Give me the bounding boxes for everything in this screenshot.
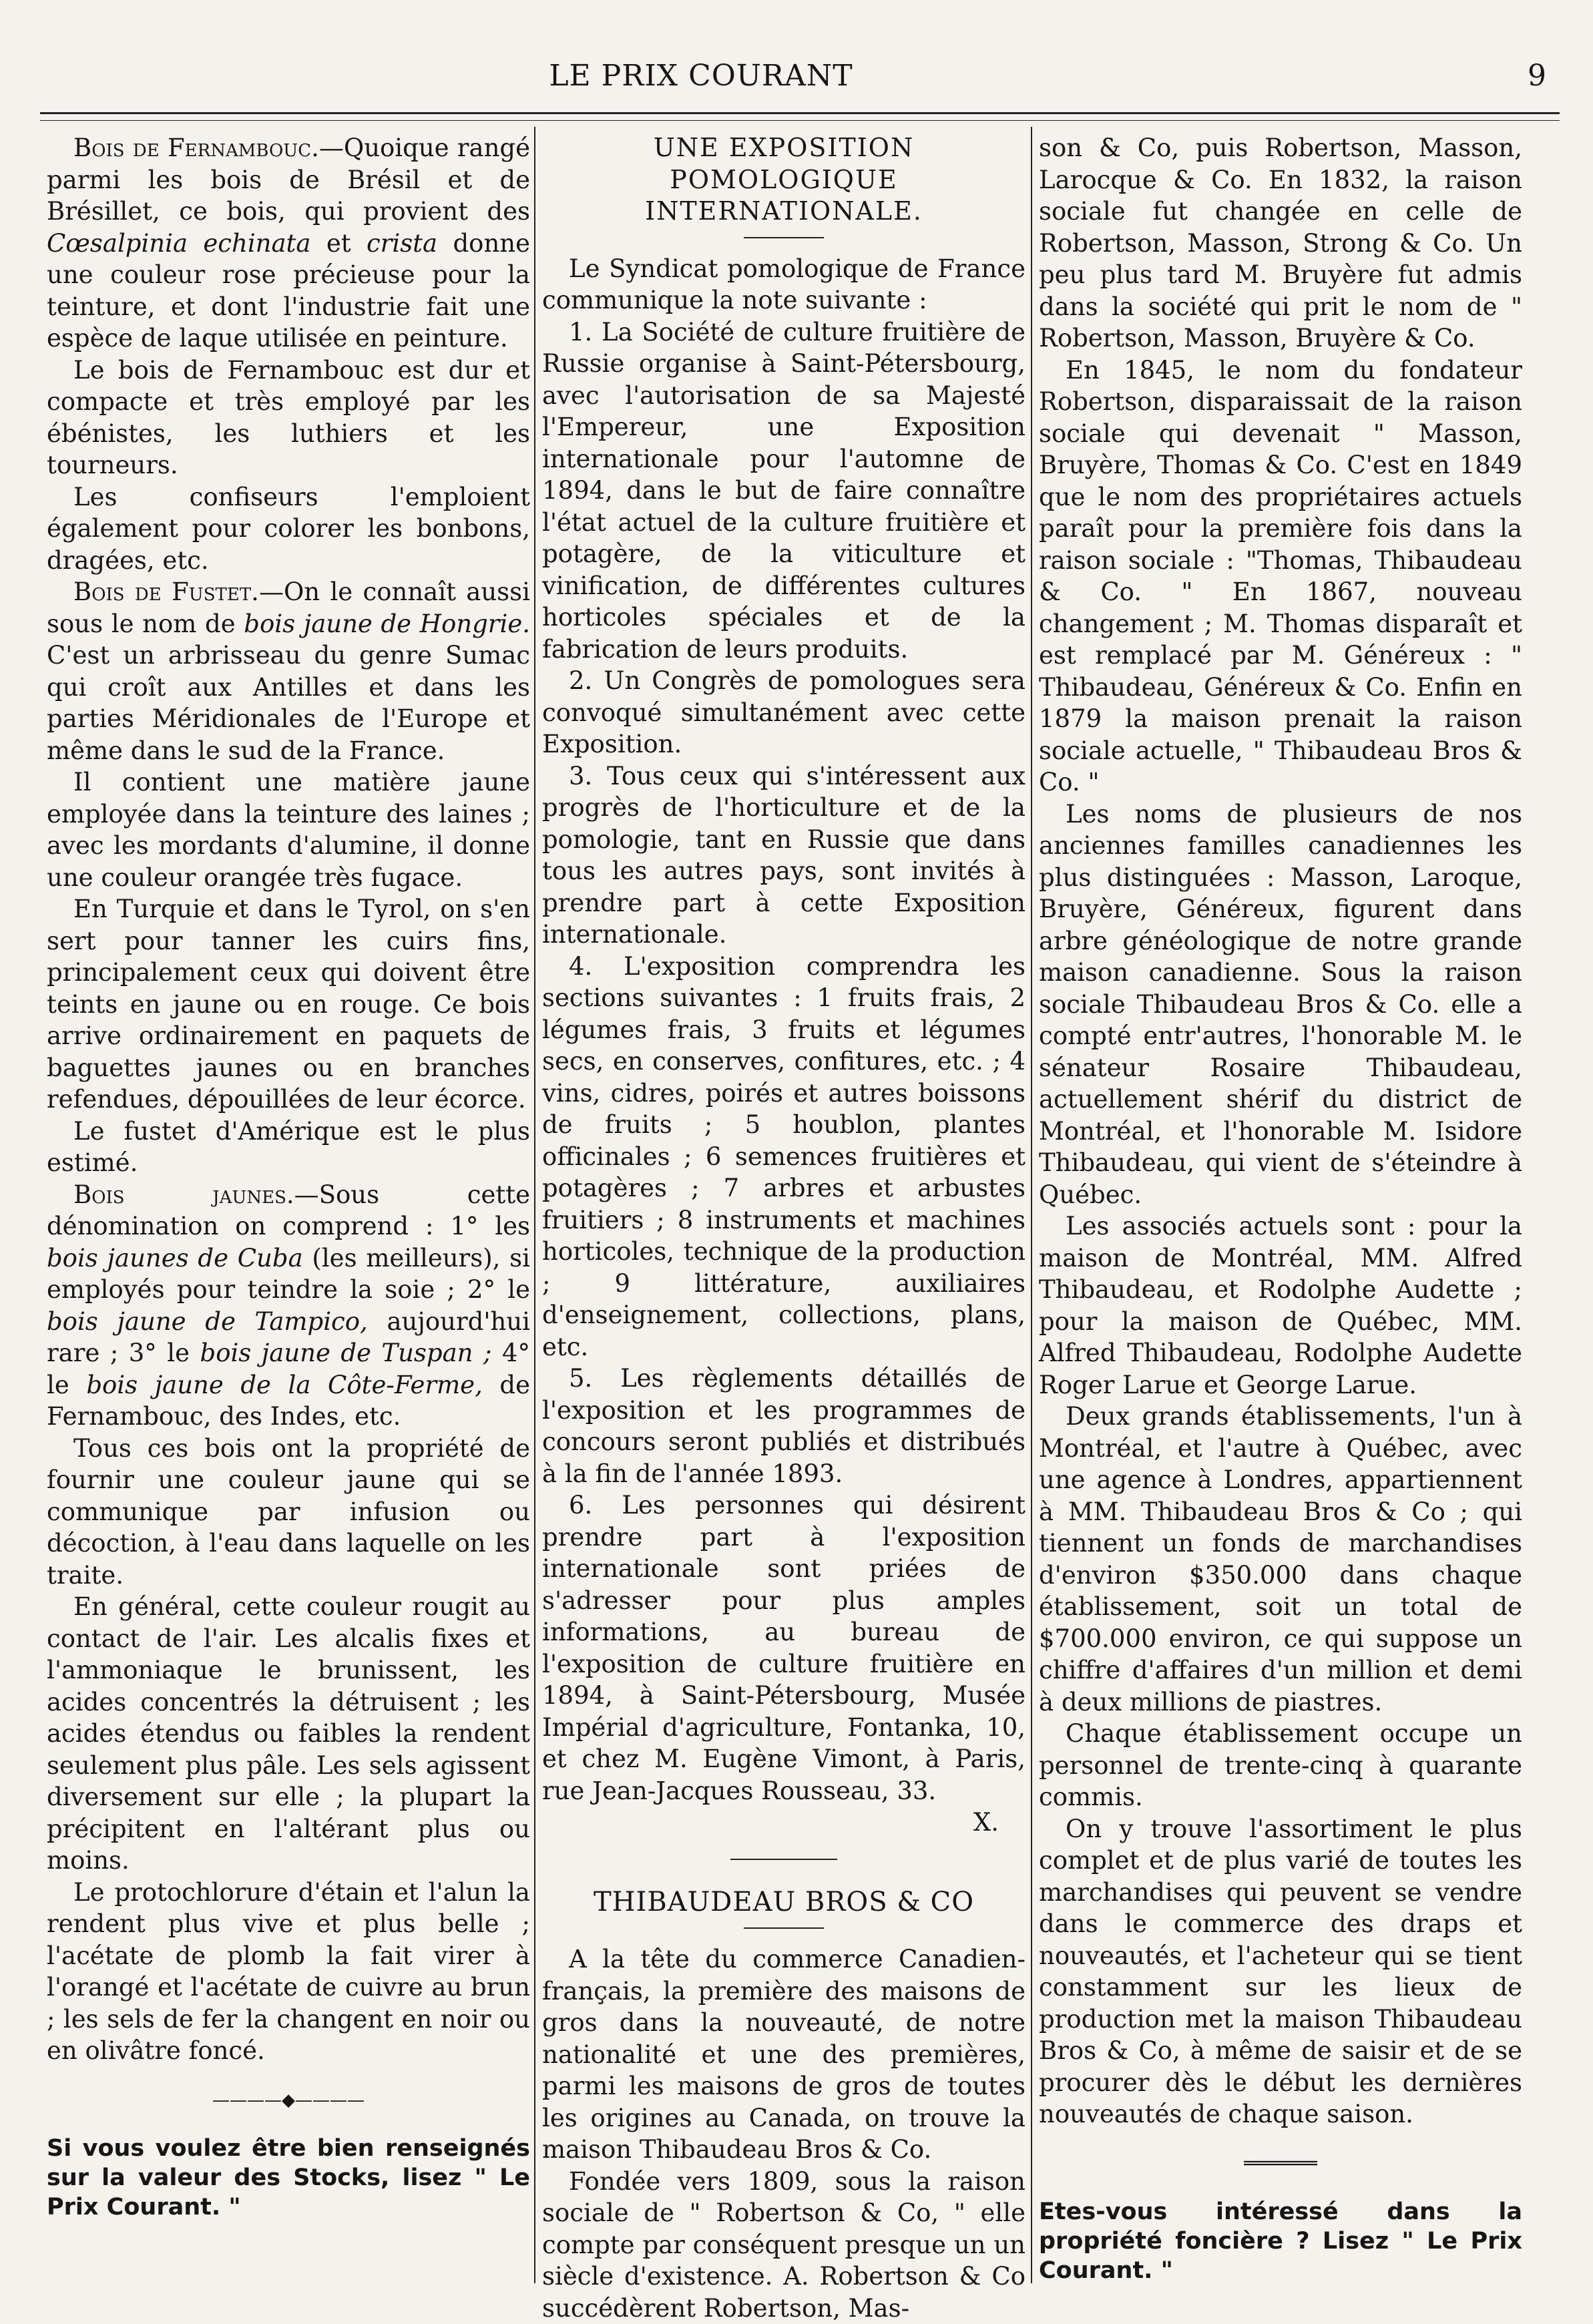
paragraph: 5. Les règlements détaillés de l'exposition et les programmes de concours seront publiés et distribués à la fin de l'année 1893.	[542, 1363, 1026, 1489]
italic-term: bois jaune de Hongrie.	[244, 610, 530, 638]
paragraph: 3. Tous ceux qui s'intéressent aux progrès de l'horticulture et de la pomologie, tant en Russie que dans tous les autres pays, sont invités à prendre part à cette Exposition internationale.	[542, 760, 1026, 951]
ornament-divider: ————◆————	[142, 2094, 435, 2107]
page-header	[0, 0, 1593, 113]
paragraph: Les noms de plusieurs de nos anciennes familles canadiennes les plus distinguées : Masson, Laroque, Bruyère, Généreux, figurent dans arbre généologique de notre grande maison canadienne. Sous la raison sociale Thibaudeau Bros & Co. elle a compté entr'autres, l'honorable M. le sénateur Rosaire Thibaudeau, actuellement shérif du district de Montréal, et l'honorable M. Isidore Thibaudeau, qui vient de s'éteindre à Québec.	[1039, 798, 1522, 1211]
heading-separator	[744, 1927, 824, 1929]
paragraph: Il contient une matière jaune employée dans la teinture des laines ; avec les mordants d'alumine, il donne une couleur orangée très fugace.	[47, 766, 530, 893]
paragraph: Le Syndicat pomologique de France communique la note suivante :	[542, 253, 1026, 316]
italic-term: bois jaune de la Côte-Ferme,	[86, 1371, 483, 1399]
ornament-divider: ═══════	[1134, 2157, 1427, 2170]
advert-notice: Si vous voulez être bien renseignés sur la valeur des Stocks, lisez " Le Prix Courant. "	[47, 2134, 530, 2222]
paragraph	[47, 132, 530, 355]
entry-heading: Bois jaunes.	[73, 1180, 294, 1209]
column-divider	[1031, 127, 1032, 2283]
paragraph: Deux grands établissements, l'un à Montréal, et l'autre à Québec, avec une agence à Londres, appartiennent à MM. Thibaudeau Bros & Co ; qui tiennent un fonds de marchandises d'environ $350.000 dans chaque établissement, soit un total de $700.000 environ, ce qui suppose un chiffre d'affaires d'un million et demi à deux millions de piastres.	[1039, 1401, 1522, 1718]
paragraph: 2. Un Congrès de pomologues sera convoqué simultanément avec cette Exposition.	[542, 665, 1026, 760]
paragraph: En général, cette couleur rougit au contact de l'air. Les alcalis fixes et l'ammoniaque le brunissent, les acides concentrés la détruisent ; les acides étendus ou faibles la rendent seulement plus pâle. Les sels agissent diversement sur elle ; la plupart la précipitent en l'altérant plus ou moins.	[47, 1591, 530, 1877]
page-number: 9	[1528, 59, 1546, 93]
text: —Sous cette dénomination on comprend : 1° les	[47, 1180, 530, 1241]
paragraph: On y trouve l'assortiment le plus complet et de plus varié de toutes les marchandises qui peuvent se vendre dans le commerce des draps et nouveautés, et l'acheteur qui se tient constamment sur les lieux de production met la maison Thibaudeau Bros & Co, à même de saisir et de se procurer dès le début les dernières nouveautés de chaque saison.	[1039, 1813, 1522, 2130]
column-1	[47, 132, 530, 2222]
section-heading: THIBAUDEAU BROS & CO	[542, 1887, 1026, 1919]
paragraph: 6. Les personnes qui désirent prendre part à l'exposition internationale sont priées de s'adresser pour plus amples informations, au bureau de l'exposition de culture fruitière en 1894, à Saint-Pétersbourg, Musée Impérial d'agriculture, Fontanka, 10, et chez M. Eugène Vimont, à Paris, rue Jean-Jacques Rousseau, 33.	[542, 1489, 1026, 1807]
text: et	[310, 229, 366, 258]
paragraph: 4. L'exposition comprendra les sections suivantes : 1 fruits frais, 2 légumes frais, 3 fruits et légumes secs, en conserves, confitures, etc. ; 4 vins, cidres, poirés et autres boissons de fruits ; 5 houblon, plantes officinales ; 6 semences fruitières et potagères ; 7 arbres et arbustes fruitiers ; 8 instruments et machines horticoles, technique de la production ; 9 littérature, auxiliaires d'enseignement, collections, plans, etc.	[542, 951, 1026, 1363]
paragraph: Le bois de Fernambouc est dur et compacte et très employé par les ébénistes, les luthiers et les tourneurs.	[47, 355, 530, 481]
text: C'est un arbrisseau du genre Sumac qui croît aux Antilles et dans les parties Méridionales de l'Europe et même dans le sud de la France.	[47, 641, 530, 765]
section-rule	[730, 1859, 837, 1860]
signature: X.	[542, 1807, 1026, 1839]
paragraph	[47, 1179, 530, 1433]
paragraph: Chaque établissement occupe un personnel de trente-cinq à quarante commis.	[1039, 1718, 1522, 1813]
paragraph: En 1845, le nom du fondateur Robertson, disparaissait de la raison sociale qui devenait " Masson, Bruyère, Thomas & Co. C'est en 1849 que le nom des propriétaires actuels paraît pour la première fois dans la raison sociale : "Thomas, Thibaudeau & Co. " En 1867, nouveau changement ; M. Thomas disparaît et est remplacé par M. Généreux : " Thibaudeau, Généreux & Co. Enfin en 1879 la maison prenait la raison sociale actuelle, " Thibaudeau Bros & Co. "	[1039, 355, 1522, 798]
latin-name: Cœsalpinia echinata	[47, 229, 310, 258]
column-2	[542, 132, 1026, 2324]
text: 4° le	[47, 1339, 530, 1399]
paragraph: Le protochlorure d'étain et l'alun la rendent plus vive et plus belle ; l'acétate de plomb la fait virer à l'orangé et l'acétate de cuivre au brun ; les sels de fer la changent en noir ou en olivâtre foncé.	[47, 1877, 530, 2067]
paragraph: 1. La Société de culture fruitière de Russie organise à Saint-Pétersbourg, avec l'autorisation de sa Majesté l'Empereur, une Exposition internationale pour l'automne de 1894, dans le but de faire connaître l'état actuel de la culture fruitière et potagère, de la viticulture et vinification, de différentes cultures horticoles spéciales et de la fabrication de leurs produits.	[542, 316, 1026, 666]
italic-term: bois jaunes de Cuba	[47, 1244, 303, 1272]
italic-term: bois jaune de Tampico,	[47, 1307, 368, 1336]
paragraph: Les associés actuels sont : pour la maison de Montréal, MM. Alfred Thibaudeau, et Rodolphe Audette ; pour la maison de Québec, MM. Alfred Thibaudeau, Rodolphe Audette Roger Larue et George Larue.	[1039, 1210, 1522, 1401]
text: —Quoique rangé parmi les bois de Brésil et de Brésillet, ce bois, qui provient des	[47, 134, 530, 226]
paragraph: Tous ces bois ont la propriété de fournir une couleur jaune qui se communique par infusion ou décoction, à l'eau dans laquelle on les traite.	[47, 1433, 530, 1592]
text: (les meilleurs), si employés pour teindre la soie ; 2° le	[47, 1244, 530, 1305]
entry-heading: Bois de Fustet.	[73, 577, 259, 606]
paragraph: son & Co, puis Robertson, Masson, Larocque & Co. En 1832, la raison sociale fut changée en celle de Robertson, Masson, Strong & Co. Un peu plus tard M. Bruyère fut admis dans la société qui prit le nom de " Robertson, Masson, Bruyère & Co.	[1039, 132, 1522, 355]
title-separator	[744, 237, 824, 238]
text: aujourd'hui rare ; 3° le	[47, 1307, 530, 1368]
text: de Fernambouc, des Indes, etc.	[47, 1371, 530, 1431]
header-rule-thin	[40, 120, 1560, 121]
paragraph: A la tête du commerce Canadien-français, la première des maisons de gros dans la nouveauté, de notre nationalité et une des premières, parmi les maisons de gros de toutes les origines au Canada, on trouve la maison Thibaudeau Bros & Co.	[542, 1943, 1026, 2166]
newspaper-title: LE PRIX COURANT	[467, 59, 935, 93]
paragraph	[47, 576, 530, 766]
italic-term: bois jaune de Tuspan ;	[200, 1339, 492, 1367]
paragraph: Les confiseurs l'emploient également pour colorer les bonbons, dragées, etc.	[47, 481, 530, 577]
paragraph: Fondée vers 1809, sous la raison sociale de " Robertson & Co, " elle compte par conséquent presque un un siècle d'existence. A. Robertson & Co succédèrent Robertson, Mas-	[542, 2166, 1026, 2324]
text: —On le connaît aussi sous le nom de	[47, 577, 530, 638]
paragraph: Le fustet d'Amérique est le plus estimé.	[47, 1116, 530, 1179]
column-3	[1039, 132, 1522, 2285]
header-rule	[40, 112, 1560, 114]
column-divider	[534, 127, 535, 2283]
text: donne une couleur rose précieuse pour la teinture, et dont l'industrie fait une espèce de laque utilisée en peinture.	[47, 229, 530, 353]
article-title: UNE EXPOSITION POMOLOGIQUE INTERNATIONALE.	[542, 132, 1026, 228]
paragraph: En Turquie et dans le Tyrol, on s'en sert pour tanner les cuirs fins, principalement ceux qui doivent être teints en jaune ou en rouge. Ce bois arrive ordinairement en paquets de baguettes jaunes ou en branches refendues, dépouillées de leur écorce.	[47, 893, 530, 1116]
advert-notice: Etes-vous intéressé dans la propriété foncière ? Lisez " Le Prix Courant. "	[1039, 2197, 1522, 2285]
latin-name: crista	[367, 229, 437, 258]
entry-heading: Bois de Fernambouc.	[73, 134, 319, 162]
